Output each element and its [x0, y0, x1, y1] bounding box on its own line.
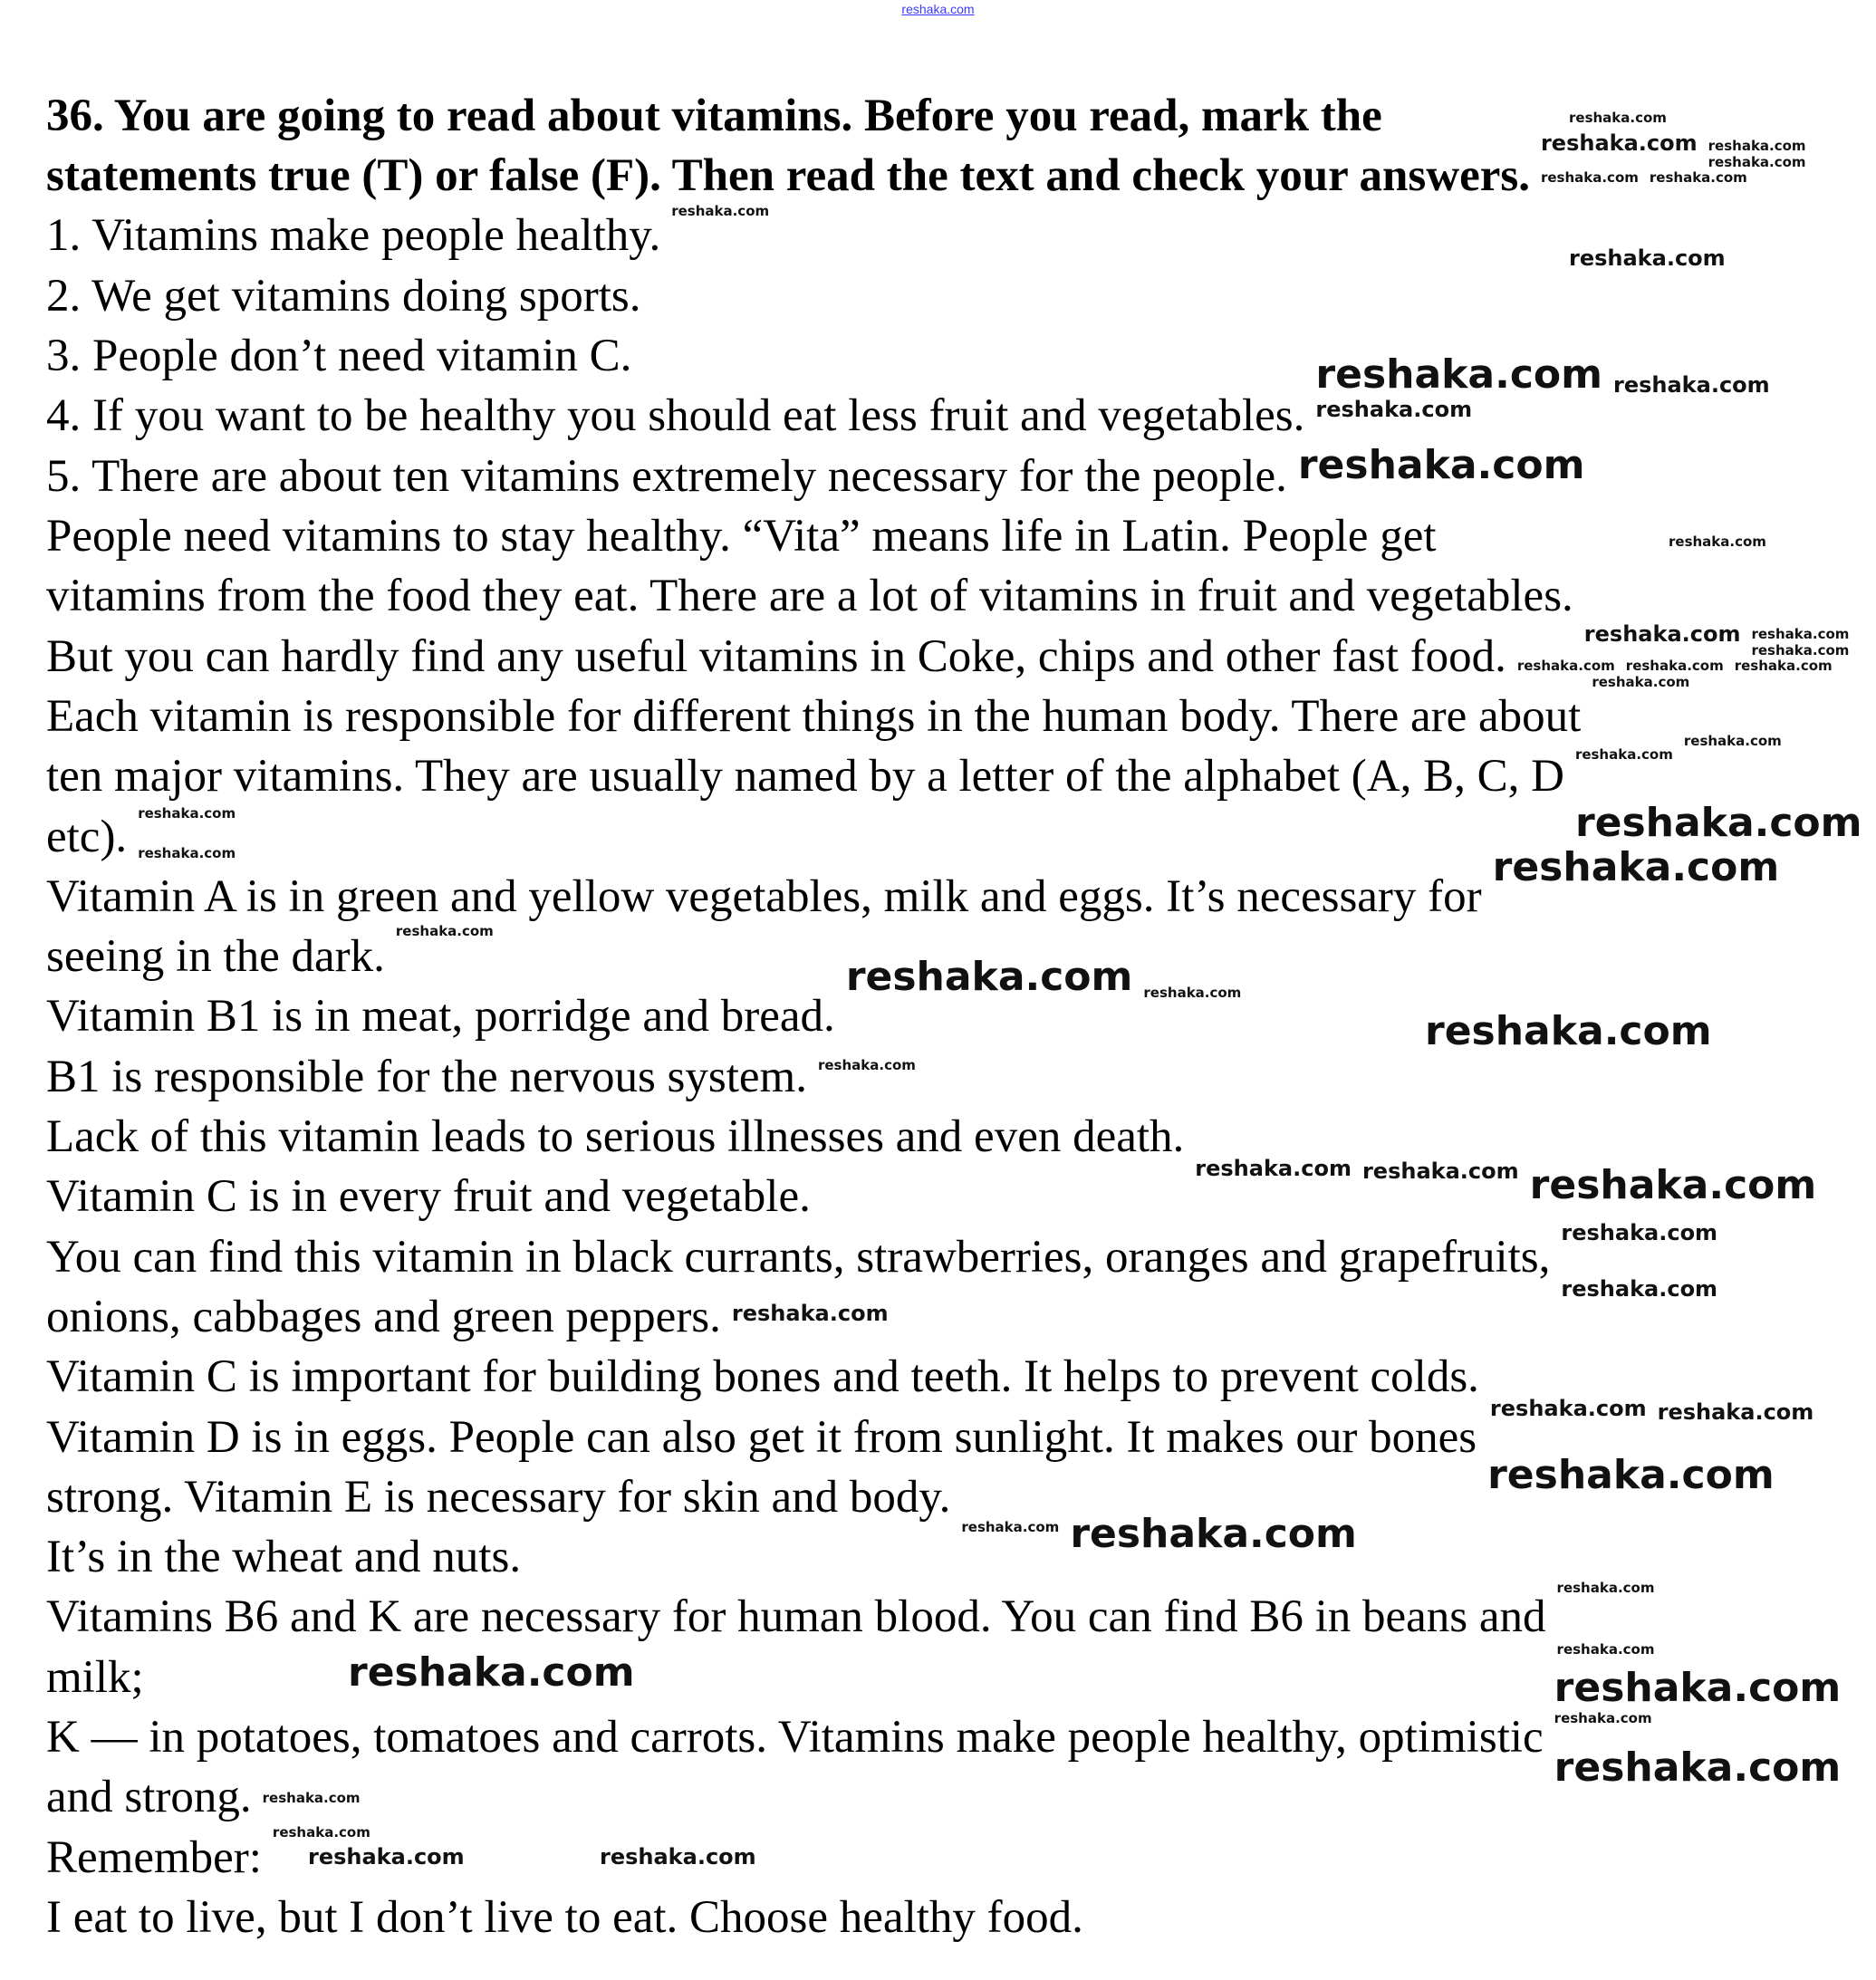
- watermark: reshaka.com: [1592, 673, 1690, 690]
- watermark: reshaka.com: [1569, 110, 1667, 126]
- text-line: ten major vitamins. They are usually named by a letter of the alphabet (A, B, C, D: [46, 751, 1564, 803]
- text-line: vitamins from the food they eat. There are a lot of vitamins in fruit and vegetables.: [46, 571, 1573, 622]
- task-title-line-2: statements true (T) or false (F). Then read the text and check your answers.: [46, 150, 1530, 201]
- watermark: reshaka.com: [1425, 1008, 1712, 1054]
- site-link[interactable]: reshaka.com: [901, 2, 975, 16]
- text-line: Vitamin C is in every fruit and vegetable.: [46, 1171, 811, 1223]
- watermark: reshaka.com: [961, 1519, 1060, 1535]
- watermark: reshaka.com: [308, 1844, 465, 1869]
- watermark: reshaka.com: [1315, 351, 1602, 398]
- statement: 4. If you want to be healthy you should eat less fruit and vegetables.: [46, 390, 1305, 441]
- text-line: Vitamin D is in eggs. People can also get it from sunlight. It makes our bones: [46, 1411, 1477, 1463]
- watermark: reshaka.com: [1489, 1396, 1647, 1421]
- text-line: Vitamin C is important for building bones and teeth. It helps to prevent colds.: [46, 1351, 1479, 1403]
- watermark: reshaka.com: [1554, 1665, 1842, 1711]
- watermark: reshaka.com: [1561, 1220, 1718, 1245]
- watermark: reshaka.com: [1612, 372, 1770, 398]
- watermark: reshaka.com: [1540, 169, 1639, 186]
- text-line: I eat to live, but I don’t live to eat. Choose healthy food.: [46, 1891, 1083, 1943]
- watermark: reshaka.com: [1554, 1710, 1652, 1727]
- watermark: reshaka.com: [1683, 733, 1782, 749]
- watermark: reshaka.com: [1625, 658, 1724, 674]
- text-line: seeing in the dark.: [46, 931, 385, 983]
- text-line: Vitamin A is in green and yellow vegetables, milk and eggs. It’s necessary for: [46, 870, 1482, 922]
- statement: 1. Vitamins make people healthy.: [46, 210, 661, 261]
- watermark: reshaka.com: [1487, 1452, 1775, 1498]
- text-line: People need vitamins to stay healthy. “Vita” means life in Latin. People get: [46, 511, 1437, 562]
- watermark: reshaka.com: [1734, 658, 1833, 674]
- watermark: reshaka.com: [1708, 153, 1806, 170]
- text-line: onions, cabbages and green peppers.: [46, 1291, 721, 1342]
- watermark: reshaka.com: [1492, 844, 1780, 891]
- text-line: Each vitamin is responsible for different things in the human body. There are about: [46, 690, 1582, 742]
- text-line: Remember:: [46, 1831, 262, 1883]
- watermark: reshaka.com: [1195, 1156, 1352, 1181]
- watermark: reshaka.com: [1669, 533, 1766, 550]
- watermark: reshaka.com: [138, 805, 236, 822]
- watermark: reshaka.com: [1516, 658, 1615, 674]
- text-line: It’s in the wheat and nuts.: [46, 1532, 522, 1583]
- watermark: reshaka.com: [1649, 169, 1747, 186]
- watermark: reshaka.com: [1751, 641, 1850, 658]
- text-line: etc).: [46, 811, 128, 862]
- watermark: reshaka.com: [1556, 1580, 1655, 1596]
- watermark: reshaka.com: [731, 1301, 889, 1327]
- text-line: Vitamin B1 is in meat, porridge and bread.: [46, 991, 835, 1043]
- watermark: reshaka.com: [1143, 985, 1242, 1001]
- watermark: reshaka.com: [1561, 1276, 1718, 1302]
- text-line: You can find this vitamin in black currants, strawberries, oranges and grapefruits,: [46, 1231, 1551, 1283]
- task-title-line-1: 36. You are going to read about vitamins. Before you read, mark the: [46, 91, 1382, 141]
- watermark: reshaka.com: [1554, 1745, 1842, 1791]
- statement: 3. People don’t need vitamin C.: [46, 331, 632, 381]
- text-line: strong. Vitamin E is necessary for skin and body.: [46, 1471, 951, 1523]
- text-line: Lack of this vitamin leads to serious illnesses and even death.: [46, 1111, 1185, 1162]
- watermark: reshaka.com: [1556, 1641, 1655, 1658]
- watermark: reshaka.com: [1070, 1511, 1357, 1557]
- text-line: and strong.: [46, 1772, 252, 1823]
- text-line: milk;: [46, 1651, 144, 1703]
- text-line: K — in potatoes, tomatoes and carrots. Vitamins make people healthy, optimistic: [46, 1712, 1544, 1763]
- watermark: reshaka.com: [671, 203, 770, 219]
- watermark: reshaka.com: [1540, 130, 1698, 156]
- watermark: reshaka.com: [262, 1790, 361, 1807]
- watermark: reshaka.com: [1583, 621, 1741, 647]
- text-line: But you can hardly find any useful vitamins in Coke, chips and other fast food.: [46, 630, 1506, 682]
- watermark: reshaka.com: [1657, 1399, 1814, 1425]
- watermark: reshaka.com: [1297, 442, 1585, 488]
- watermark: reshaka.com: [1574, 800, 1862, 846]
- statement: 2. We get vitamins doing sports.: [46, 271, 641, 322]
- watermark: reshaka.com: [1315, 397, 1473, 423]
- watermark: reshaka.com: [845, 954, 1133, 1000]
- watermark: reshaka.com: [1361, 1158, 1519, 1184]
- watermark: reshaka.com: [348, 1649, 635, 1696]
- watermark: reshaka.com: [1574, 746, 1673, 763]
- watermark: reshaka.com: [817, 1057, 916, 1073]
- watermark: reshaka.com: [1708, 138, 1806, 154]
- watermark: reshaka.com: [1569, 245, 1726, 271]
- text-line: B1 is responsible for the nervous system.: [46, 1051, 807, 1102]
- watermark: reshaka.com: [272, 1824, 370, 1841]
- watermark: reshaka.com: [138, 845, 236, 862]
- watermark: reshaka.com: [600, 1844, 756, 1869]
- statement: 5. There are about ten vitamins extremely necessary for the people.: [46, 451, 1287, 502]
- text-line: Vitamins B6 and K are necessary for human blood. You can find B6 in beans and: [46, 1591, 1546, 1643]
- watermark: reshaka.com: [1529, 1162, 1817, 1208]
- watermark: reshaka.com: [1751, 626, 1850, 642]
- watermark: reshaka.com: [395, 923, 494, 939]
